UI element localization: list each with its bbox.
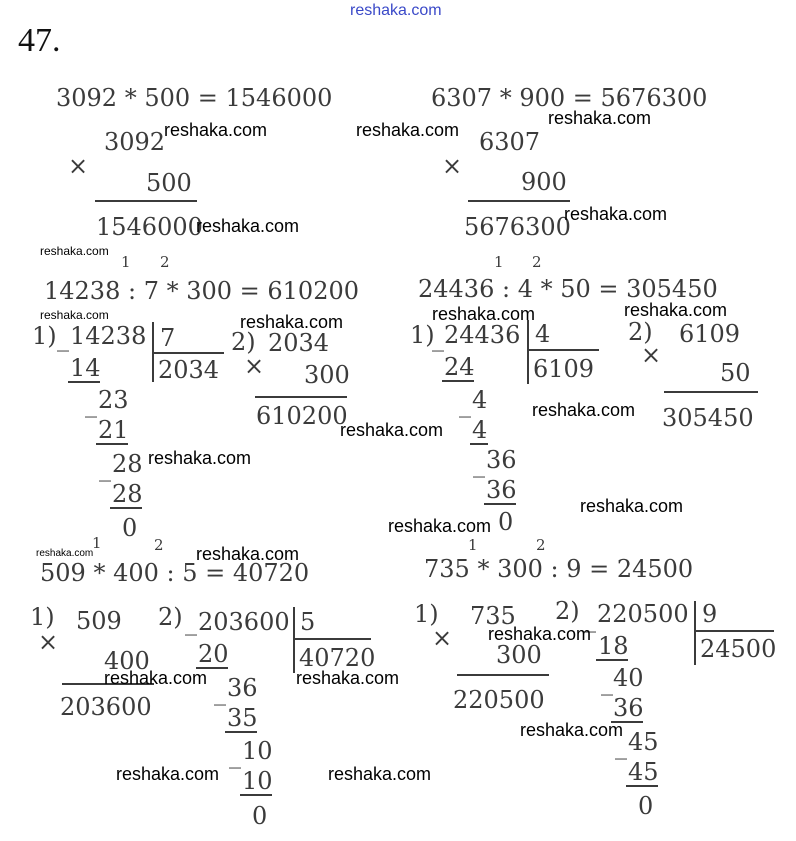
watermark: reshaka.com [148, 448, 252, 468]
step-label: 2) [231, 328, 256, 356]
minus-sign: _ [473, 450, 485, 478]
minus-sign: _ [185, 608, 197, 636]
multiplier: 900 [521, 168, 567, 196]
watermark: reshaka.com [520, 720, 624, 740]
quotient: 40720 [299, 644, 376, 672]
watermark: reshaka.com [564, 204, 668, 224]
remainder-row: 0 [498, 508, 514, 536]
minus-sign: _ [85, 390, 97, 418]
divider-line [255, 396, 347, 398]
divider-line [95, 200, 197, 202]
dividend: 203600 [198, 608, 290, 636]
remainder-row: 23 [98, 386, 129, 414]
step-marker: 2 [154, 536, 164, 554]
multiply-sign: × [68, 152, 89, 180]
watermark: reshaka.com [36, 548, 94, 559]
equation: 509 * 400 : 5 = 40720 [40, 559, 310, 587]
minus-sign: _ [99, 454, 111, 482]
dividend: 14238 [70, 322, 147, 350]
multiplicand: 6109 [679, 320, 741, 348]
step-marker: 2 [532, 253, 542, 271]
equation: 735 * 300 : 9 = 24500 [424, 555, 694, 583]
minus-sign: _ [601, 668, 613, 696]
minus-sign: _ [615, 732, 627, 760]
multiplicand: 6307 [479, 128, 541, 156]
remainder-row: 36 [613, 694, 644, 722]
watermark: reshaka.com [532, 400, 636, 420]
watermark: reshaka.com [580, 496, 684, 516]
division-bracket [694, 601, 696, 665]
watermark: reshaka.com [296, 668, 400, 688]
underline [470, 443, 488, 445]
step-label: 2) [158, 603, 183, 631]
watermark: reshaka.com [328, 764, 432, 784]
remainder-row: 40 [613, 664, 644, 692]
multiplier: 400 [104, 647, 150, 675]
multiplicand: 3092 [104, 128, 166, 156]
remainder-row: 14 [70, 354, 101, 382]
step-label: 1) [414, 600, 439, 628]
remainder-row: 36 [486, 476, 517, 504]
remainder-row: 20 [198, 640, 229, 668]
quotient: 6109 [533, 355, 595, 383]
multiply-sign: × [244, 352, 265, 380]
minus-sign: _ [432, 324, 444, 352]
minus-sign: _ [459, 390, 471, 418]
multiplicand: 2034 [268, 329, 330, 357]
watermark: reshaka.com [40, 308, 109, 322]
step-label: 2) [628, 318, 653, 346]
step-marker: 1 [92, 534, 102, 552]
watermark: reshaka.com [240, 312, 344, 332]
remainder-row: 0 [638, 792, 654, 820]
watermark: reshaka.com [624, 300, 728, 320]
remainder-row: 36 [227, 674, 258, 702]
remainder-row: 4 [472, 386, 488, 414]
division-bracket [293, 607, 295, 673]
remainder-row: 45 [628, 758, 659, 786]
underline [68, 381, 100, 383]
remainder-row: 35 [227, 704, 258, 732]
multiply-sign: × [432, 624, 453, 652]
divisor-line [152, 352, 224, 354]
divisor: 4 [535, 320, 551, 348]
step-label: 1) [30, 603, 55, 631]
minus-sign: _ [57, 324, 69, 352]
watermark: reshaka.com [488, 624, 592, 644]
divisor: 5 [300, 608, 316, 636]
minus-sign: _ [229, 741, 241, 769]
watermark: reshaka.com [388, 516, 492, 536]
step-marker: 2 [536, 536, 546, 554]
underline [96, 443, 128, 445]
divisor-line [293, 638, 371, 640]
divisor: 7 [160, 324, 176, 352]
remainder-row: 0 [252, 802, 268, 830]
multiplier: 500 [146, 169, 192, 197]
remainder-row: 28 [112, 450, 143, 478]
underline [442, 380, 474, 382]
watermark: reshaka.com [548, 108, 652, 128]
product: 203600 [60, 693, 152, 721]
step-label: 2) [555, 597, 580, 625]
watermark: reshaka.com [340, 420, 444, 440]
watermark: reshaka.com [432, 304, 536, 324]
product: 220500 [453, 686, 545, 714]
multiply-sign: × [38, 628, 59, 656]
multiplier: 300 [496, 641, 542, 669]
equation: 24436 : 4 * 50 = 305450 [418, 275, 718, 303]
division-bracket [527, 320, 529, 384]
remainder-row: 21 [98, 416, 129, 444]
divisor-line [527, 349, 599, 351]
remainder-row: 0 [122, 514, 138, 542]
dividend: 24436 [444, 321, 521, 349]
divider-line [468, 200, 570, 202]
equation: 14238 : 7 * 300 = 610200 [44, 277, 360, 305]
product: 1546000 [96, 213, 203, 241]
step-marker: 1 [468, 536, 478, 554]
underline [240, 794, 272, 796]
dividend: 220500 [597, 600, 689, 628]
equation: 6307 * 900 = 5676300 [431, 84, 708, 112]
watermark: reshaka.com [164, 120, 268, 140]
remainder-row: 36 [486, 446, 517, 474]
product: 5676300 [464, 213, 571, 241]
remainder-row: 4 [472, 416, 488, 444]
underline [225, 731, 257, 733]
underline [596, 659, 628, 661]
minus-sign: _ [584, 605, 596, 633]
equation: 3092 * 500 = 1546000 [56, 84, 333, 112]
quotient: 24500 [700, 635, 777, 663]
underline [484, 503, 516, 505]
remainder-row: 24 [444, 353, 475, 381]
step-label: 1) [410, 321, 435, 349]
multiplicand: 509 [76, 607, 122, 635]
watermark: reshaka.com [356, 120, 460, 140]
divider-line [664, 391, 758, 393]
problem-number: 47. [18, 22, 61, 59]
step-marker: 2 [160, 253, 170, 271]
watermark: reshaka.com [196, 544, 300, 564]
multiply-sign: × [641, 341, 662, 369]
product: 305450 [662, 404, 754, 432]
multiplicand: 735 [470, 602, 516, 630]
divisor: 9 [702, 600, 718, 628]
watermark: reshaka.com [104, 668, 208, 688]
multiplier: 300 [304, 361, 350, 389]
multiply-sign: × [442, 152, 463, 180]
watermark: reshaka.com [40, 244, 109, 258]
remainder-row: 28 [112, 480, 143, 508]
remainder-row: 45 [628, 728, 659, 756]
divisor-line [694, 630, 774, 632]
multiplier: 50 [720, 359, 751, 387]
remainder-row: 10 [242, 767, 273, 795]
site-header[interactable]: reshaka.com [350, 2, 442, 19]
remainder-row: 10 [242, 737, 273, 765]
minus-sign: _ [214, 678, 226, 706]
underline [110, 507, 142, 509]
divider-line [457, 674, 549, 676]
watermark: reshaka.com [196, 216, 300, 236]
step-marker: 1 [494, 253, 504, 271]
underline [626, 785, 658, 787]
step-marker: 1 [121, 253, 131, 271]
watermark: reshaka.com [116, 764, 220, 784]
product: 610200 [256, 402, 348, 430]
step-label: 1) [32, 322, 57, 350]
quotient: 2034 [158, 356, 220, 384]
remainder-row: 18 [598, 632, 629, 660]
